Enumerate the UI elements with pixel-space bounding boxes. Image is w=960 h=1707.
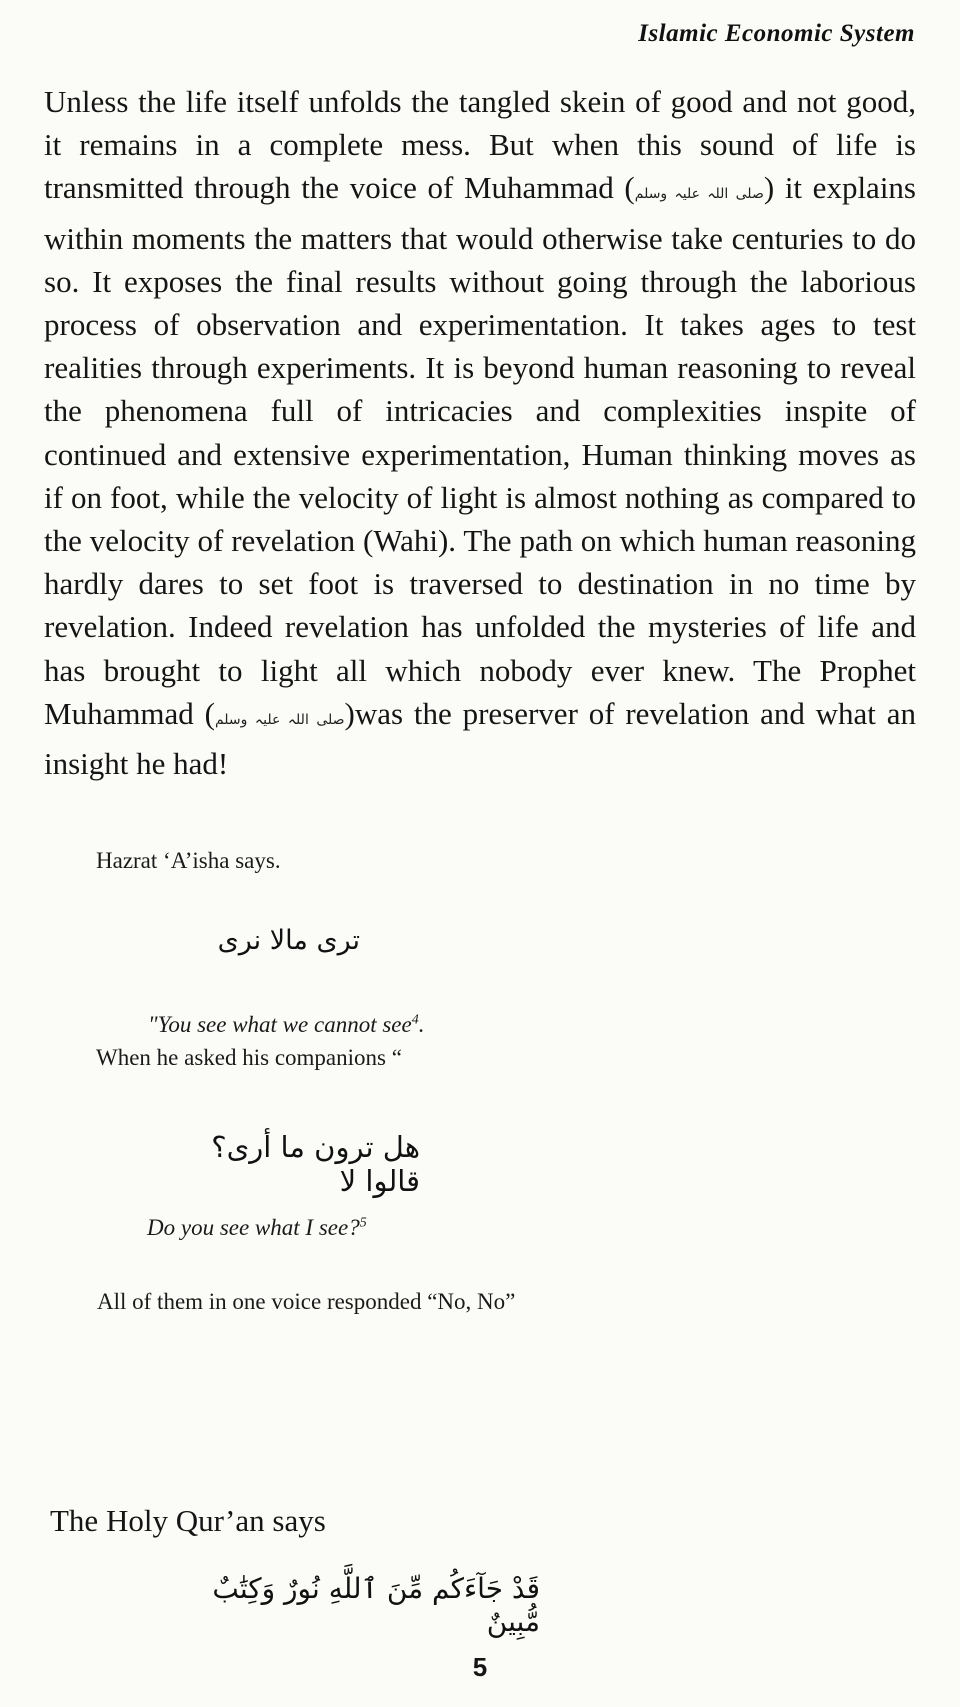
- running-header: Islamic Economic System: [638, 20, 915, 47]
- arabic-honorific: صلی اللہ علیہ وسلم: [634, 186, 764, 203]
- companions-response: All of them in one voice responded “No, No”: [97, 1289, 516, 1314]
- quran-heading: The Holy Qur’an says: [50, 1503, 326, 1538]
- hadith-intro-aisha: Hazrat ‘A’isha says.: [96, 848, 281, 873]
- main-paragraph: [44, 80, 916, 785]
- arabic-hadith-2: هل ترون ما أرى؟ قالوا لا: [211, 1130, 420, 1198]
- arabic-quran-verse: قَدْ جَآءَكُم مِّنَ ٱللَّهِ نُورٌ وَكِتَٰبٌ مُّبِينٌ: [212, 1572, 540, 1638]
- hadith-translation-1: "You see what we cannot see$^4$.: [148, 1012, 425, 1037]
- footnote-marker: 4: [411, 1012, 419, 1028]
- hadith-translation-2: Do you see what I see?$^5$: [147, 1215, 367, 1240]
- paragraph-text: ) it explains within moments the matters that would otherwise take centuries to do so. It exposes the final results without going through the laborious process of observation and experimentation. It takes ages to test realities through experiments. It is beyond human reasoning to reveal the phenomena full of intricacies and complexities inspite of continued and extensive experimentation, Human thinking moves as if on foot, while the velocity of light is almost nothing as compared to the velocity of revelation (Wahi). The path on which human reasoning hardly dares to set foot is traversed to destination in no time by revelation. Indeed revelation has unfolded the mysteries of life and has brought to light all which nobody ever knew. The Prophet Muhammad (: [44, 170, 916, 731]
- paragraph-text: )was the preserver of revelation and what an insight he had!: [44, 695, 916, 782]
- hadith-intro-companions: When he asked his companions “: [96, 1045, 402, 1070]
- page-number: 5: [472, 1652, 488, 1682]
- arabic-honorific: صلی اللہ علیہ وسلم: [214, 711, 345, 728]
- arabic-hadith-1: تری مالا نری: [217, 925, 360, 956]
- footnote-marker: 5: [359, 1215, 367, 1231]
- paragraph-text: Unless the life itself unfolds the tangled skein of good and not good, it remains in a complete mess. But when this sound of life is transmitted through the voice of Muhammad (: [44, 84, 916, 206]
